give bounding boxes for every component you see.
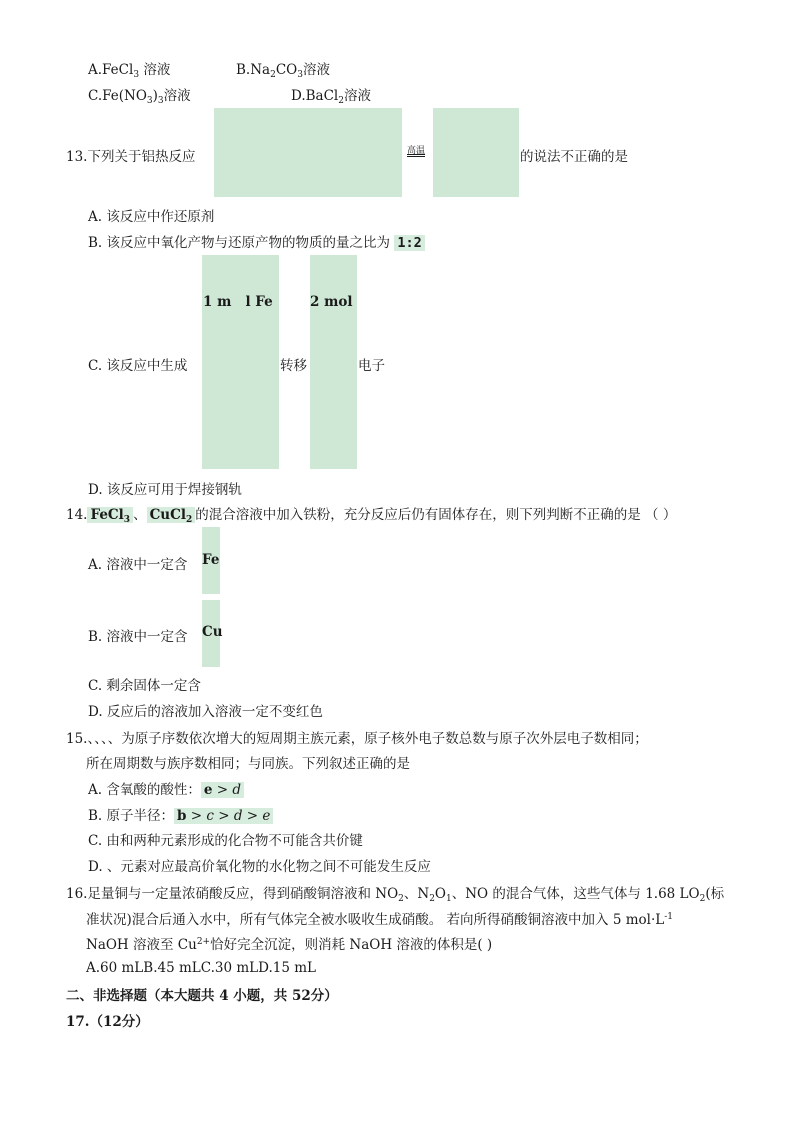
q14-option-d: D. 反应后的溶液加入溶液一定不变红色: [88, 704, 323, 720]
q13-equation-placeholder-left: [214, 108, 402, 197]
q14-option-b: B. 溶液中一定含: [88, 629, 188, 645]
q14-option-a: A. 溶液中一定含: [88, 557, 188, 573]
q13-equation-placeholder-right: [433, 108, 519, 197]
q15-b-expr: b > c > d > e: [174, 808, 273, 824]
q15-option-a: A. 含氧酸的酸性： e > d: [88, 778, 244, 798]
q16-stem-line-2: 准状况)混合后通入水中，所有气体完全被水吸收生成硝酸。 若向所得硝酸铜溶液中加入 5 $mol\cdot L^{-1}$: [86, 912, 674, 928]
q15-option-d: D. 、元素对应最高价氧化物的水化物之间不可能发生反应: [88, 859, 431, 875]
q16-stem-line-3: NaOH 溶液至 $Cu^{2+}$恰好完全沉淀，则消耗 NaOH 溶液的体积是( ): [86, 937, 493, 953]
q14-b-ion: Cu: [202, 624, 223, 640]
q15-option-c: C. 由和两种元素形成的化合物不可能含共价键: [88, 833, 363, 849]
q15-stem-line-2: 所在周期数与族序数相同；与同族。下列叙述正确的是: [86, 756, 410, 772]
q13-option-d: D. 该反应可用于焊接钢轨: [88, 482, 242, 498]
q13-option-c-suffix: 电子: [358, 358, 385, 374]
q13-c-value-1: 1 m l Fe: [203, 294, 273, 310]
q14-chem-2: CuCl$_2$: [147, 507, 196, 523]
q13-c-value-2: 2 mol: [310, 294, 353, 310]
q16-stem-line-1: 16.足量铜与一定量浓硝酸反应，得到硝酸铜溶液和 $NO_2$、$N_2O_1$、NO 的混合气体，这些气体与 1.68 $LO_2$(标: [66, 886, 725, 904]
q13-option-b: B. 该反应中氧化产物与还原产物的物质的量之比为 1:2: [88, 231, 425, 251]
q13-ratio: 1:2: [394, 235, 424, 251]
q12-option-c: $C.Fe(NO_3)_3$溶液: [88, 88, 191, 106]
section-2-heading: 二、非选择题（本大题共 4 小题，共 52分）: [66, 988, 338, 1004]
q13-c-box-2: [310, 255, 357, 469]
q12-option-d: D.BaCl$_2$溶液: [291, 88, 371, 106]
q15-stem-line-1: 15.、、、、为原子序数依次增大的短周期主族元素，原子核外电子数总数与原子次外层电子数相同；: [66, 731, 648, 747]
q14-option-c: C. 剩余固体一定含: [88, 678, 201, 694]
q13-option-a: A. 该反应中作还原剂: [88, 209, 215, 225]
q13-option-c-prefix: C. 该反应中生成: [88, 358, 188, 374]
q13-stem-end: 的说法不正确的是: [520, 149, 628, 165]
q13-c-box-1: [202, 255, 279, 469]
q12-option-b: $B.Na_2CO_3$溶液: [236, 62, 330, 80]
q13-stem: 13.下列关于铝热反应: [66, 149, 196, 165]
q17-heading: 17.（12分）: [66, 1014, 149, 1030]
q13-condition: 高温: [407, 146, 426, 156]
q16-options: A.60 mLB.45 mLC.30 mLD.15 mL: [86, 960, 316, 976]
q14-a-ion: Fe: [202, 552, 220, 568]
q15-a-expr: e > d: [201, 782, 244, 798]
q14-chem-1: FeCl$_3$: [87, 507, 133, 523]
q13-option-c-mid: 转移: [280, 358, 307, 374]
q15-option-b: B. 原子半径： b > c > d > e: [88, 804, 273, 824]
q12-option-a: A.FeCl$_3$ 溶液: [88, 62, 171, 80]
q14-stem: 14. FeCl$_3$ 、 CuCl$_2$ 的混合溶液中加入铁粉，充分反应后仍有固体存在，则下列判断不正确的是 （ ）: [66, 507, 677, 525]
